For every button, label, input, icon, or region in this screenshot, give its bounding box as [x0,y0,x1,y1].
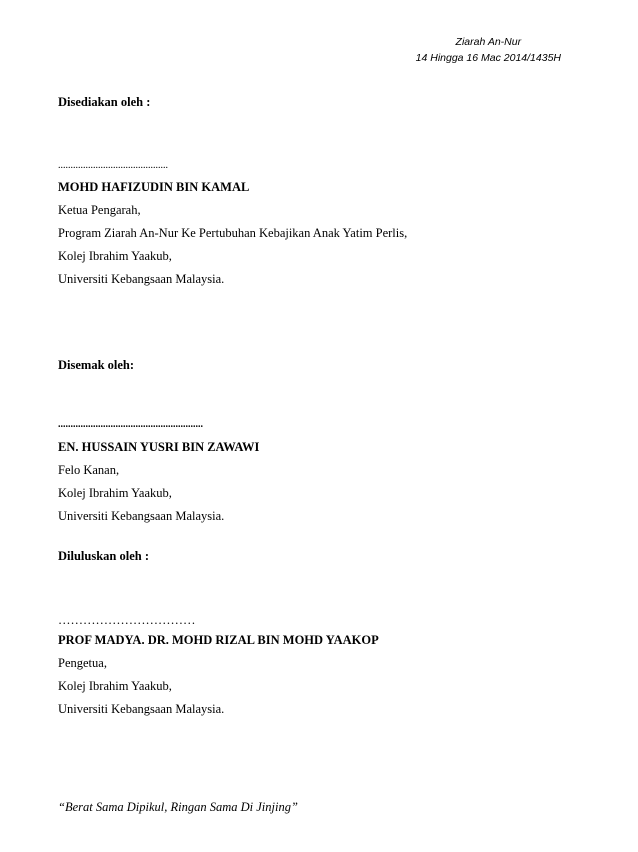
checked-title-line: Universiti Kebangsaan Malaysia. [58,509,225,523]
prepared-signature-line: ............................................ [58,160,168,171]
prepared-title-line: Universiti Kebangsaan Malaysia. [58,272,225,286]
checked-title-line: Felo Kanan, [58,463,120,477]
header-event-name: Ziarah An-Nur [455,36,522,48]
prepared-title-line: Ketua Pengarah, [58,203,141,217]
approved-signature-line: …………………………… [58,613,196,627]
prepared-name: MOHD HAFIZUDIN BIN KAMAL [58,180,250,194]
checked-name: EN. HUSSAIN YUSRI BIN ZAWAWI [58,440,260,454]
approved-title-line: Universiti Kebangsaan Malaysia. [58,702,225,716]
approved-name: PROF MADYA. DR. MOHD RIZAL BIN MOHD YAAKOP [58,633,379,647]
checked-signature-line: .......................................................... [58,419,203,430]
prepared-title-line: Kolej Ibrahim Yaakub, [58,249,172,263]
page-header [416,34,561,66]
approved-title-line: Pengetua, [58,656,107,670]
header-event-date: 14 Hingga 16 Mac 2014/1435H [415,52,561,64]
checked-title-line: Kolej Ibrahim Yaakub, [58,486,172,500]
checked-label: Disemak oleh: [58,358,135,372]
approved-label: Diluluskan oleh : [58,549,150,563]
prepared-title-line: Program Ziarah An-Nur Ke Pertubuhan Kebajikan Anak Yatim Perlis, [58,226,408,240]
approved-title-line: Kolej Ibrahim Yaakub, [58,679,172,693]
prepared-label: Disediakan oleh : [58,95,151,109]
footer-quote: “Berat Sama Dipikul, Ringan Sama Di Jinjing” [58,800,298,814]
